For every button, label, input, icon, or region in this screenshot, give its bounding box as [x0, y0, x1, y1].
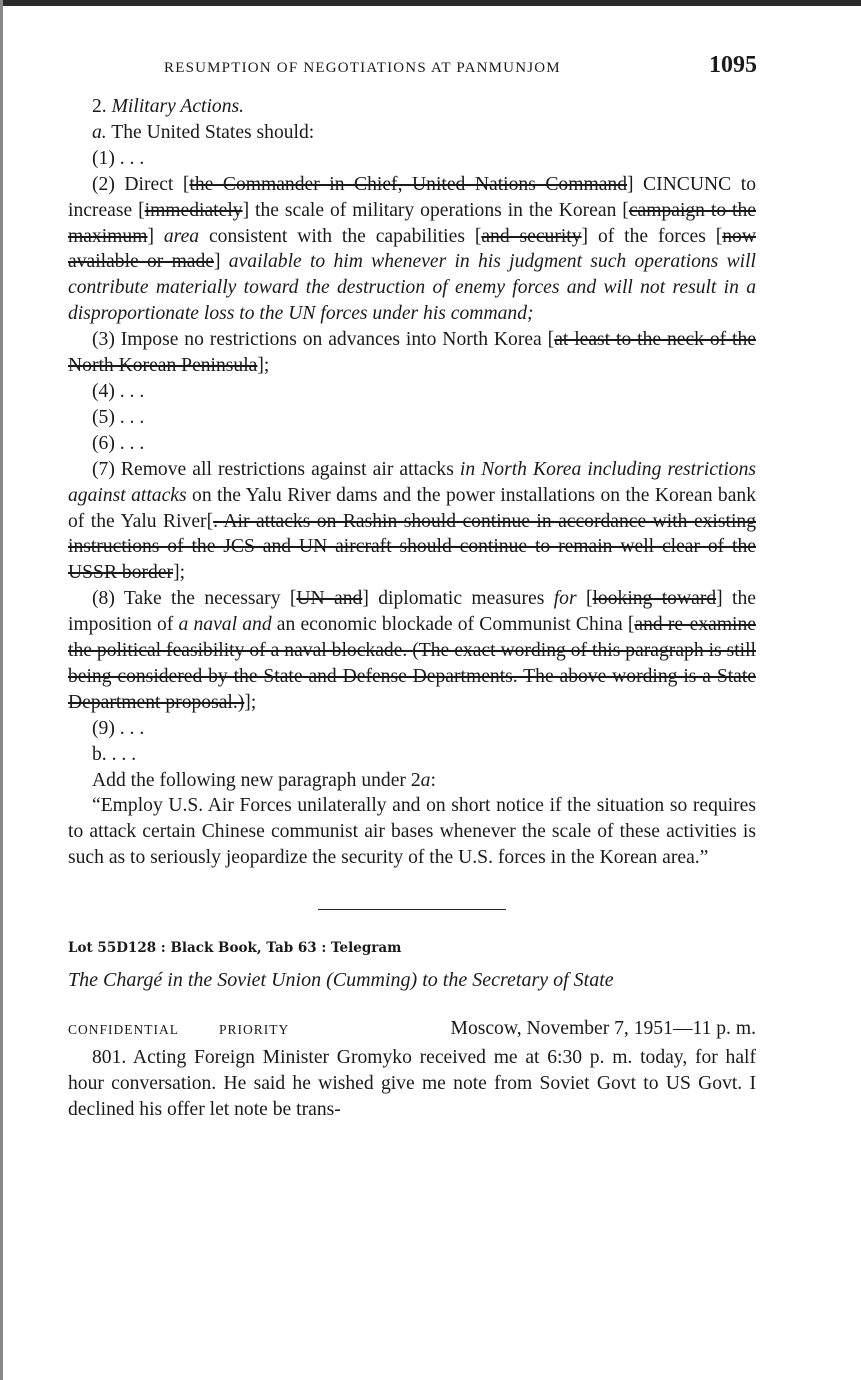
source-note: Lot 55D128 : Black Book, Tab 63 : Telegram — [68, 940, 402, 957]
item-8: (8) Take the necessary [UN and] diplomatic measures for [looking toward] the imposition of a naval and an economic blockade of Communist China [and re-examine the political feasibility of a naval blockade. (The exact wording of this paragraph is still being considered by the State and Defense Departments. The above wording is a State Department proposal.)]; — [68, 588, 756, 713]
telegram-body: 801. Acting Foreign Minister Gromyko received me at 6:30 p. m. today, for half hour conversation. He said he wished give me note from Soviet Govt to US Govt. I declined his offer let note be trans- — [68, 1046, 756, 1120]
add-instruction: Add the following new paragraph under 2a: — [92, 769, 436, 791]
item-3: (3) Impose no restrictions on advances into North Korea [at least to the neck of the North Korean Peninsula]; — [68, 329, 756, 377]
document-title: The Chargé in the Soviet Union (Cumming) to the Secretary of State — [68, 969, 614, 992]
item-2: (2) Direct [the Commander in Chief, United Nations Command] CINCUNC to increase [immediately] the scale of military operations in the Korean [campaign to the maximum] area consistent with the capabilities [and security] of the forces [now available or made] available to him whenever in his judgment such operations will contribute materially toward the destruction of enemy forces and will not result in a disproportionate loss to the UN forces under his command; — [68, 173, 757, 325]
item-9: (9) . . . — [92, 717, 145, 739]
page-number: 1095 — [709, 52, 757, 78]
page-header — [68, 52, 757, 79]
subsection-a: a. The United States should: — [92, 121, 315, 143]
running-title: RESUMPTION OF NEGOTIATIONS AT PANMUNJOM — [164, 60, 561, 76]
section-heading: 2. Military Actions. — [92, 96, 245, 117]
subsection-b: b. . . . — [92, 743, 137, 765]
item-4: (4) . . . — [92, 380, 145, 402]
precedence: PRIORITY — [219, 1022, 290, 1037]
classification: CONFIDENTIAL — [68, 1022, 179, 1037]
page-body — [68, 94, 756, 1123]
telegram-meta — [68, 1016, 756, 1043]
left-edge-line — [0, 0, 3, 1380]
quoted-paragraph: “Employ U.S. Air Forces unilaterally and on short notice if the situation so requires to attack certain Chinese communist air bases whenever the scale of these activities is such as to seriously jeopardize the security of the U.S. forces in the Korean area.” — [68, 795, 756, 869]
item-5: (5) . . . — [92, 406, 145, 428]
place-date: Moscow, November 7, 1951—11 p. m. — [450, 1018, 756, 1039]
section-divider — [318, 909, 506, 910]
item-6: (6) . . . — [92, 432, 145, 454]
item-7: (7) Remove all restrictions against air attacks in North Korea including restrictions against attacks on the Yalu River dams and the power installations on the Korean bank of the Yalu River[. Air attacks on Rashin should continue in accordance with existing instructions of the JCS and UN aircraft should continue to remain well clear of the USSR border]; — [68, 458, 756, 584]
item-1: (1) . . . — [92, 147, 145, 169]
top-edge-line — [0, 0, 861, 6]
